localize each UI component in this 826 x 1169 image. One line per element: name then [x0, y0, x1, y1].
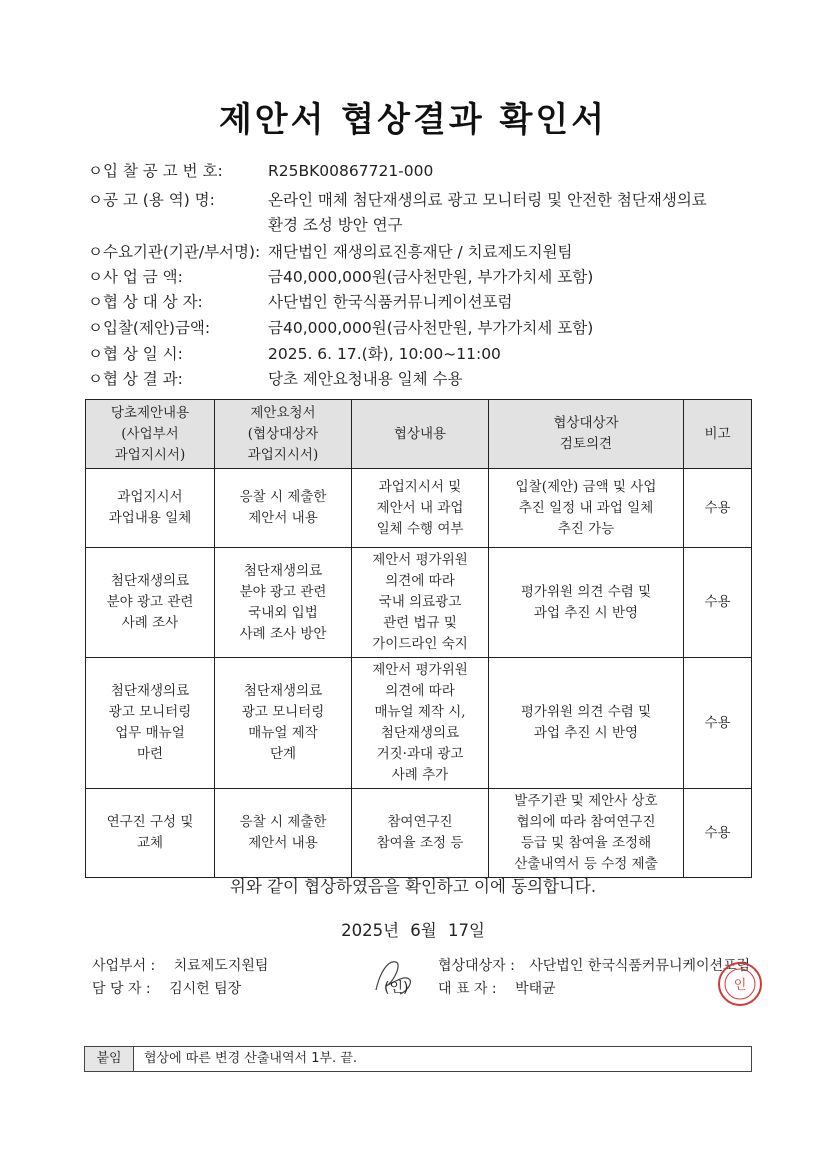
table-cell: 첨단재생의료 분야 광고 관련 국내외 입법 사례 조사 방안: [215, 548, 352, 658]
table-cell: 참여연구진 참여율 조정 등: [352, 789, 489, 878]
info-value: R25BK00867721-000: [268, 162, 434, 180]
info-value: 금40,000,000원(금사천만원, 부가가치세 포함): [268, 319, 594, 337]
manager-label: 담 당 자 :: [92, 981, 151, 997]
table-cell: 수용: [684, 658, 752, 789]
info-row-bid-amount: [88, 316, 593, 338]
manager-value: 김시헌 팀장: [169, 981, 242, 997]
header-original-proposal: 당초제안내용 (사업부서 과업지시서): [86, 400, 215, 469]
info-row-budget: [88, 265, 593, 287]
table-row: [86, 469, 752, 548]
table-cell: 과업지시서 및 제안서 내 과업 일체 수행 여부: [352, 469, 489, 548]
info-value: 당초 제안요청내용 일체 수용: [268, 370, 463, 388]
table-cell: 과업지시서 과업내용 일체: [86, 469, 215, 548]
party-row: [438, 955, 750, 975]
table-cell: 첨단재생의료 분야 광고 관련 사례 조사: [86, 548, 215, 658]
company-seal-stamp: [716, 960, 764, 1008]
table-header-row: [86, 400, 752, 469]
info-row-bid-number: [88, 159, 433, 181]
header-rfp: 제안요청서 (협상대상자 과업지시서): [215, 400, 352, 469]
document-date: 2025년 6월 17일: [341, 921, 485, 940]
dept-row: [92, 955, 268, 975]
info-row-negotiator: [88, 290, 513, 312]
table-cell: 첨단재생의료 광고 모니터링 업무 매뉴얼 마련: [86, 658, 215, 789]
table-cell: 첨단재생의료 광고 모니터링 매뉴얼 제작 단계: [215, 658, 352, 789]
table-row: [86, 658, 752, 789]
info-label: ㅇ입찰(제안)금액:: [88, 319, 211, 337]
info-value: 온라인 매체 첨단재생의료 광고 모니터링 및 안전한 첨단재생의료: [268, 191, 707, 209]
info-label: ㅇ협 상 대 상 자:: [88, 293, 203, 311]
rep-label: 대 표 자 :: [438, 981, 497, 997]
dept-value: 치료제도지원팀: [173, 958, 269, 974]
table-cell: 입찰(제안) 금액 및 사업 추진 일정 내 과업 일체 추진 가능: [489, 469, 684, 548]
table-cell: 제안서 평가위원 의견에 따라 국내 의료광고 관련 법규 및 가이드라인 숙지: [352, 548, 489, 658]
info-row-project-name: [88, 188, 707, 210]
stamp-text: 인: [733, 978, 747, 993]
table-cell: 응찰 시 제출한 제안서 내용: [215, 789, 352, 878]
manager-row: [92, 978, 241, 998]
attachment-box: [84, 1046, 752, 1072]
table-cell: 발주기관 및 제안사 상호 협의에 따라 참여연구진 등급 및 참여율 조정해 산출내역서 등 수정 제출: [489, 789, 684, 878]
header-review-opinion: 협상대상자 검토의견: [489, 400, 684, 469]
info-value: 환경 조성 방안 연구: [268, 216, 403, 234]
table-row: [86, 548, 752, 658]
table-cell: 제안서 평가위원 의견에 따라 매뉴얼 제작 시, 첨단재생의료 거짓·과대 광고 사례 추가: [352, 658, 489, 789]
party-label: 협상대상자 :: [438, 958, 515, 974]
info-label: ㅇ사 업 금 액:: [88, 268, 183, 286]
table-cell: 수용: [684, 789, 752, 878]
info-row-datetime: [88, 342, 501, 364]
table-cell: 평가위원 의견 수렴 및 과업 추진 시 반영: [489, 548, 684, 658]
info-label: ㅇ입 찰 공 고 번 호:: [88, 162, 223, 180]
representative-row: [438, 978, 556, 998]
dept-label: 사업부서 :: [92, 958, 156, 974]
info-row-project-name-cont: [88, 213, 403, 235]
info-label: ㅇ협 상 일 시:: [88, 345, 183, 363]
header-remarks: 비고: [684, 400, 752, 469]
table-cell: 수용: [684, 548, 752, 658]
attachment-text: 협상에 따른 변경 산출내역서 1부. 끝.: [144, 1051, 358, 1066]
info-label: ㅇ수요기관(기관/부서명):: [88, 243, 261, 261]
table-cell: 평가위원 의견 수렴 및 과업 추진 시 반영: [489, 658, 684, 789]
info-value: 2025. 6. 17.(화), 10:00~11:00: [268, 345, 501, 363]
confirmation-statement: 위와 같이 협상하였음을 확인하고 이에 동의합니다.: [229, 877, 597, 896]
table-cell: 응찰 시 제출한 제안서 내용: [215, 469, 352, 548]
table-cell: 연구진 구성 및 교체: [86, 789, 215, 878]
rep-value: 박태균: [515, 981, 556, 997]
info-value: 사단법인 한국식품커뮤니케이션포럼: [268, 293, 513, 311]
party-value: 사단법인 한국식품커뮤니케이션포럼: [529, 958, 751, 974]
document-title: 제안서 협상결과 확인서: [218, 100, 608, 140]
seal-mark: (인): [384, 980, 409, 996]
info-row-result: [88, 367, 462, 389]
table-cell: 수용: [684, 469, 752, 548]
info-label: ㅇ공 고 (용 역) 명:: [88, 191, 215, 209]
negotiation-table: [85, 399, 752, 878]
header-negotiation-content: 협상내용: [352, 400, 489, 469]
info-label: ㅇ협 상 결 과:: [88, 370, 183, 388]
table-row: [86, 789, 752, 878]
attachment-label: 붙임: [85, 1047, 134, 1071]
info-row-client: [88, 240, 573, 262]
info-value: 재단법인 재생의료진흥재단 / 치료제도지원팀: [268, 243, 573, 261]
info-value: 금40,000,000원(금사천만원, 부가가치세 포함): [268, 268, 594, 286]
